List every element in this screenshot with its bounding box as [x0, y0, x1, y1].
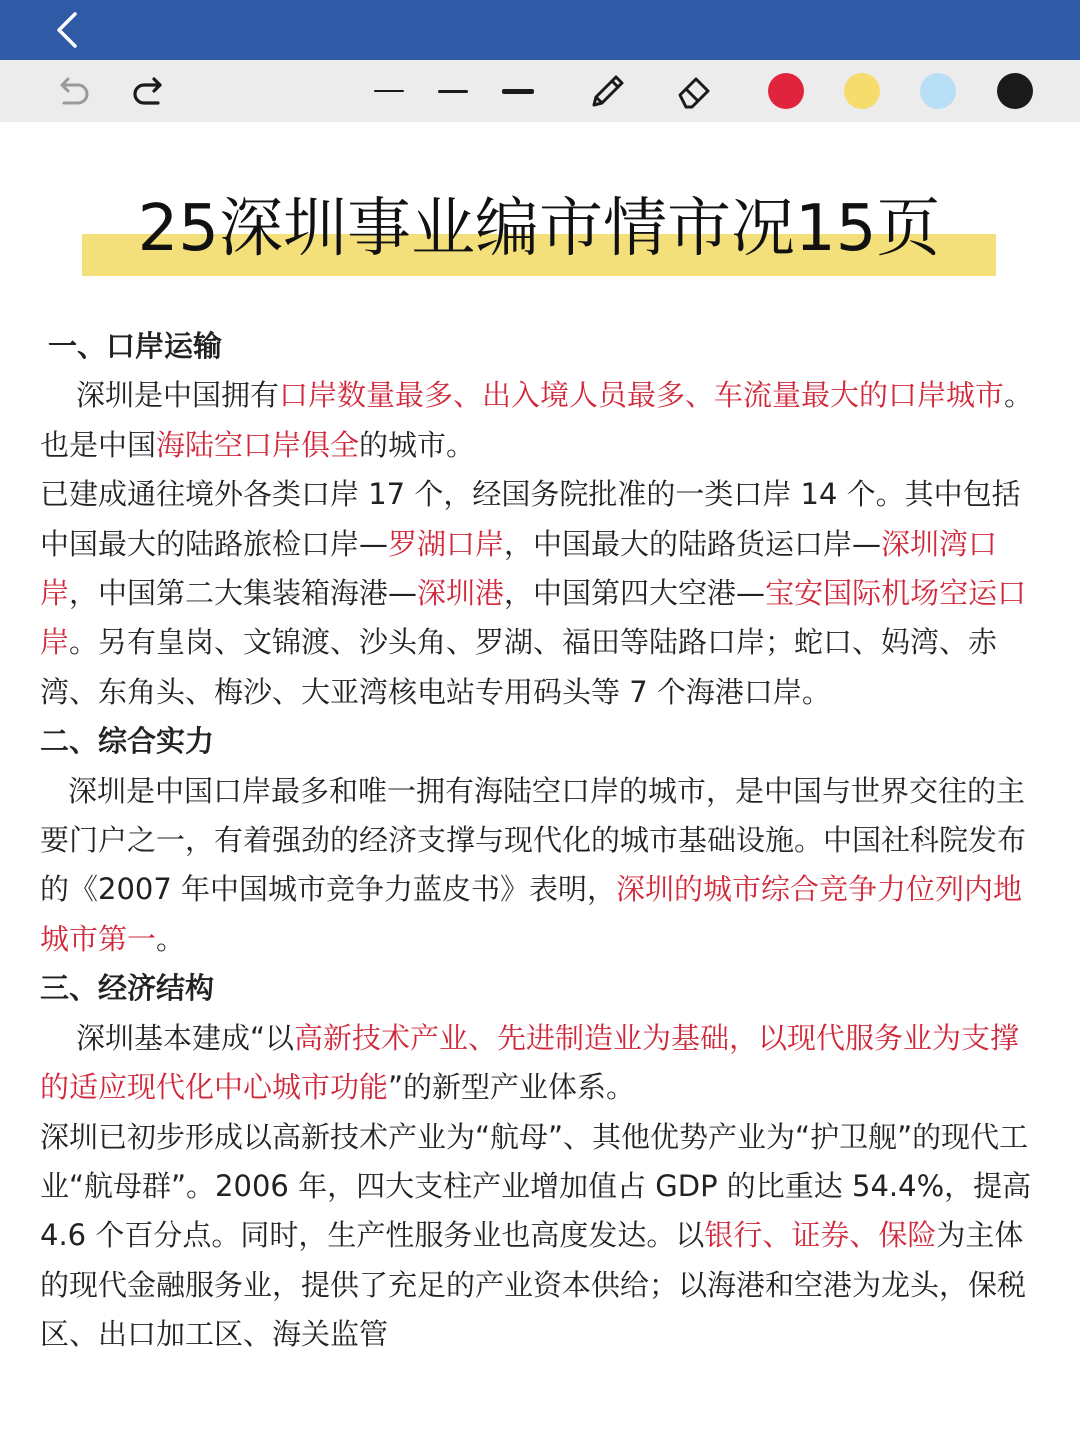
paragraph — [40, 371, 1045, 470]
text-run: ，中国第四大空港— — [504, 576, 766, 611]
color-yellow-button[interactable] — [840, 66, 884, 116]
thick-stroke-button[interactable] — [500, 66, 536, 116]
text-run: 深圳是中国拥有 — [76, 378, 280, 413]
document-body — [40, 322, 1045, 1360]
document-page — [0, 122, 1080, 1443]
title-block — [82, 184, 996, 284]
text-run: ，中国最大的陆路货运口岸— — [504, 526, 882, 561]
top-nav-bar — [0, 0, 1080, 60]
yellow-swatch — [844, 73, 880, 109]
text-run: 。也是中国 — [40, 378, 1034, 462]
medium-stroke-icon — [438, 90, 468, 93]
thick-stroke-icon — [502, 89, 534, 94]
thin-stroke-icon — [374, 90, 404, 92]
highlight-text: 深圳港 — [417, 576, 505, 611]
color-red-button[interactable] — [764, 66, 808, 116]
highlight-text: 深圳的城市综合竞争力位列内地城市第一 — [40, 872, 1023, 956]
highlight-text: 深圳湾口岸 — [40, 526, 998, 611]
text-run: 。另有皇岗、文锦渡、沙头角、罗湖、福田等陆路口岸；蛇口、妈湾、赤湾、东角头、梅沙、大亚湾核电站专用码头等 7 个海港口岸。 — [40, 625, 998, 709]
highlight-text: 宝安国际机场空运口岸 — [40, 576, 1027, 660]
text-run: 深圳是中国口岸最多和唯一拥有海陆空口岸的城市，是中国与世界交往的主要门户之一，有着强劲的经济支撑与现代化的城市基础设施。中国社科院发布的《2007 年中国城市竞争力蓝皮书》表明， — [40, 773, 1027, 907]
paragraph — [40, 1113, 1045, 1360]
eraser-icon — [672, 69, 716, 113]
back-icon — [53, 10, 83, 50]
redo-icon — [130, 71, 170, 111]
highlight-text: 罗湖口岸 — [388, 526, 505, 561]
drawing-toolbar — [0, 60, 1080, 122]
light-blue-swatch — [920, 73, 956, 109]
black-swatch — [997, 73, 1033, 109]
text-run: ，中国第二大集装箱海港— — [69, 576, 418, 611]
highlight-text: 高新技术产业、先进制造业为基础，以现代服务业为支撑的适应现代化中心城市功能 — [40, 1020, 1020, 1105]
highlight-text: 海陆空口岸俱全 — [156, 427, 360, 462]
pencil-button[interactable] — [584, 66, 632, 116]
pencil-icon — [586, 69, 630, 113]
paragraph — [40, 1014, 1045, 1113]
color-black-button[interactable] — [993, 66, 1037, 116]
highlight-text: 口岸数量最多、出入境人员最多、车流量最大的口岸城市 — [279, 378, 1005, 413]
undo-button[interactable] — [50, 66, 94, 116]
text-run: ”的新型产业体系。 — [388, 1070, 636, 1105]
text-run: 的城市。 — [359, 427, 476, 462]
back-button[interactable] — [44, 6, 92, 54]
section-heading-ports: 一、口岸运输 — [48, 329, 223, 363]
undo-icon — [52, 71, 92, 111]
paragraph — [40, 470, 1045, 717]
highlight-text: 银行、证券、保险 — [704, 1218, 937, 1253]
section-heading-strength: 二、综合实力 — [40, 724, 215, 759]
text-run: 深圳基本建成“以 — [76, 1020, 295, 1055]
thin-stroke-button[interactable] — [372, 66, 406, 116]
page-title: 25深圳事业编市情市况15页 — [137, 192, 941, 266]
text-run: 深圳已初步形成以高新技术产业为“航母”、其他优势产业为“护卫舰”的现代工业“航母群”。2006 年，四大支柱产业增加值占 GDP 的比重达 54.4%，提高 4.6 个百分点。同时，生产性服务业也高度发达。以 — [40, 1119, 1032, 1253]
color-blue-button[interactable] — [916, 66, 960, 116]
section-heading-economy: 三、经济结构 — [40, 971, 215, 1006]
text-run: 为主体的现代金融服务业，提供了充足的产业资本供给；以海港和空港为龙头，保税区、出口加工区、海关监管 — [40, 1218, 1027, 1352]
text-run: 。 — [156, 921, 186, 956]
medium-stroke-button[interactable] — [436, 66, 470, 116]
redo-button[interactable] — [128, 66, 172, 116]
paragraph — [40, 767, 1045, 965]
eraser-button[interactable] — [670, 66, 718, 116]
text-run: 已建成通往境外各类口岸 17 个，经国务院批准的一类口岸 14 个。其中包括中国最大的陆路旅检口岸— — [40, 477, 1021, 561]
red-swatch — [768, 73, 804, 109]
